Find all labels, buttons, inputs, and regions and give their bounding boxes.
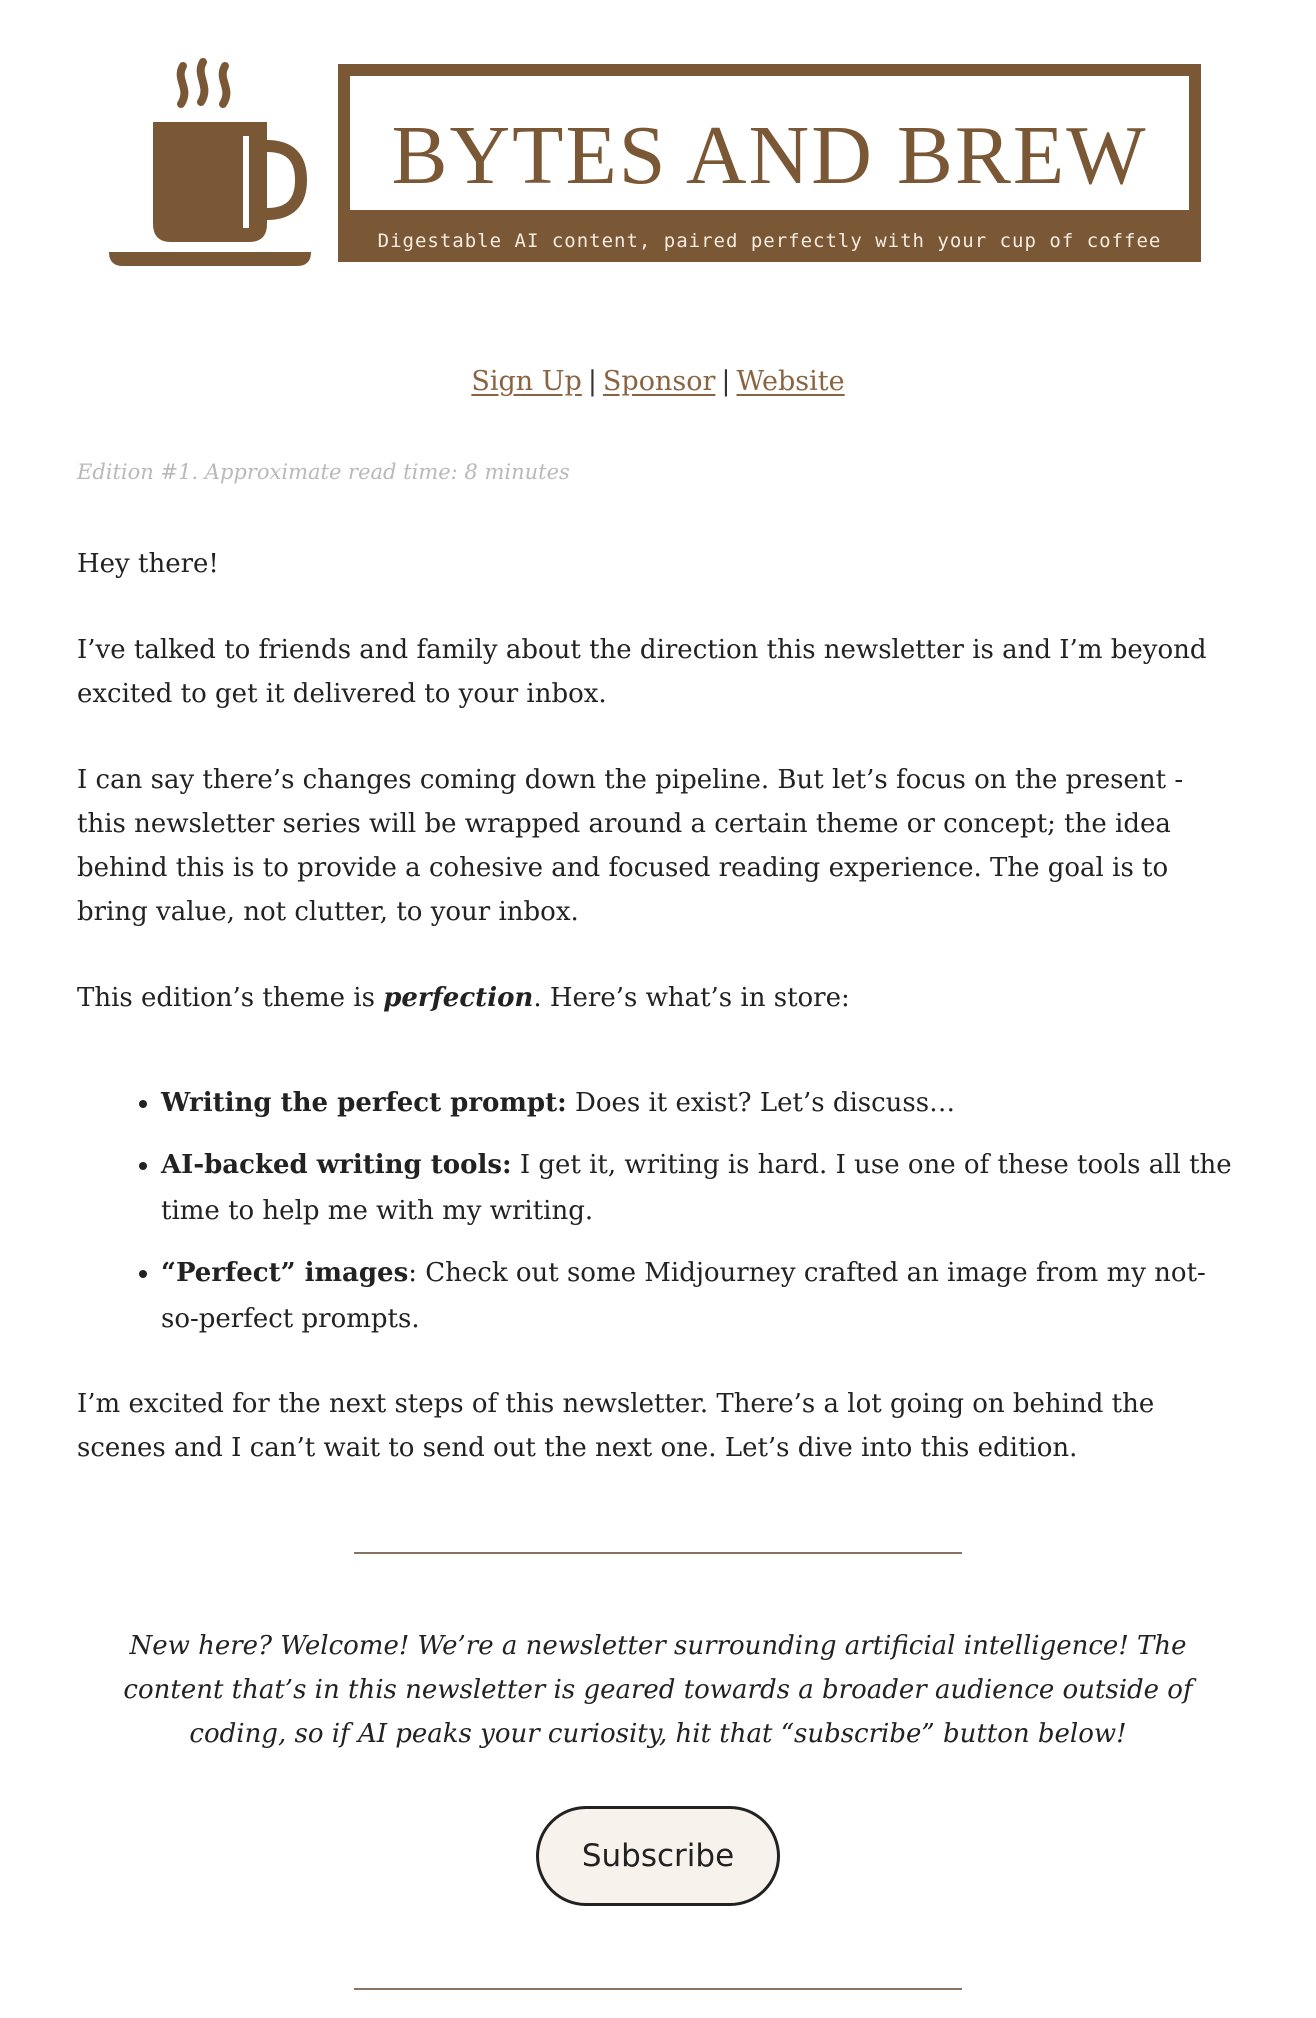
sign-up-link[interactable]: Sign Up [471, 366, 582, 397]
list-item [161, 1250, 1237, 1342]
greeting: Hey there! [77, 549, 219, 579]
intro-paragraph-2: I can say there’s changes coming down the pipeline. But let’s focus on the present - this newsletter series will be wrapped around a certain theme or concept; the idea behind this is to provide a cohesive and focused reading experience. The goal is to bring value, not clutter, to your inbox. [77, 765, 1184, 927]
intro-paragraph-1: I’ve talked to friends and family about the direction this newsletter is and I’m beyond excited to get it delivered to your inbox. [77, 635, 1207, 709]
newsletter-header [105, 58, 1201, 276]
website-link[interactable]: Website [736, 366, 845, 397]
welcome-message: New here? Welcome! We’re a newsletter surrounding artificial intelligence! The content that’s in this newsletter is geared towards a broader audience outside of coding, so if AI peaks your curiosity, hit that “subscribe” button below! [123, 1631, 1193, 1749]
sponsor-link[interactable]: Sponsor [602, 366, 716, 397]
link-separator: | [587, 366, 597, 397]
list-item [161, 1142, 1237, 1234]
theme-word: perfection [383, 983, 534, 1013]
section-divider [354, 1988, 962, 1990]
brand-banner-inner [347, 73, 1192, 213]
edition-meta: Edition #1. Approximate read time: 8 minutes [77, 460, 570, 484]
section-divider [354, 1552, 962, 1554]
link-separator: | [721, 366, 731, 397]
theme-prefix: This edition’s theme is [77, 983, 384, 1013]
list-item-text: : Check out some Midjourney crafted an image from my not-so-perfect prompts. [161, 1258, 1206, 1334]
coffee-mug-icon [105, 58, 315, 276]
theme-paragraph [77, 976, 1237, 1020]
edition-contents-list [77, 1080, 1237, 1342]
subscribe-button[interactable]: Subscribe [536, 1806, 780, 1906]
list-item-text: Does it exist? Let’s discuss… [566, 1088, 956, 1118]
list-item-title: “Perfect” images [161, 1258, 409, 1288]
newsletter-body [77, 460, 1237, 1512]
header-links [0, 366, 1316, 397]
theme-suffix: . Here’s what’s in store: [533, 983, 850, 1013]
list-item-text: I get it, writing is hard. I use one of these tools all the time to help me with my writing. [161, 1150, 1232, 1226]
closing-paragraph: I’m excited for the next steps of this newsletter. There’s a lot going on behind the scenes and I can’t wait to send out the next one. Let’s dive into this edition. [77, 1389, 1155, 1463]
list-item-title: AI-backed writing tools: [161, 1150, 512, 1180]
brand-title: BYTES AND BREW [391, 109, 1148, 202]
brand-banner [338, 64, 1201, 222]
list-item-title: Writing the perfect prompt: [161, 1088, 567, 1118]
brand-tagline: Digestable AI content, paired perfectly with your cup of coffee [338, 220, 1201, 262]
list-item [161, 1080, 1237, 1126]
